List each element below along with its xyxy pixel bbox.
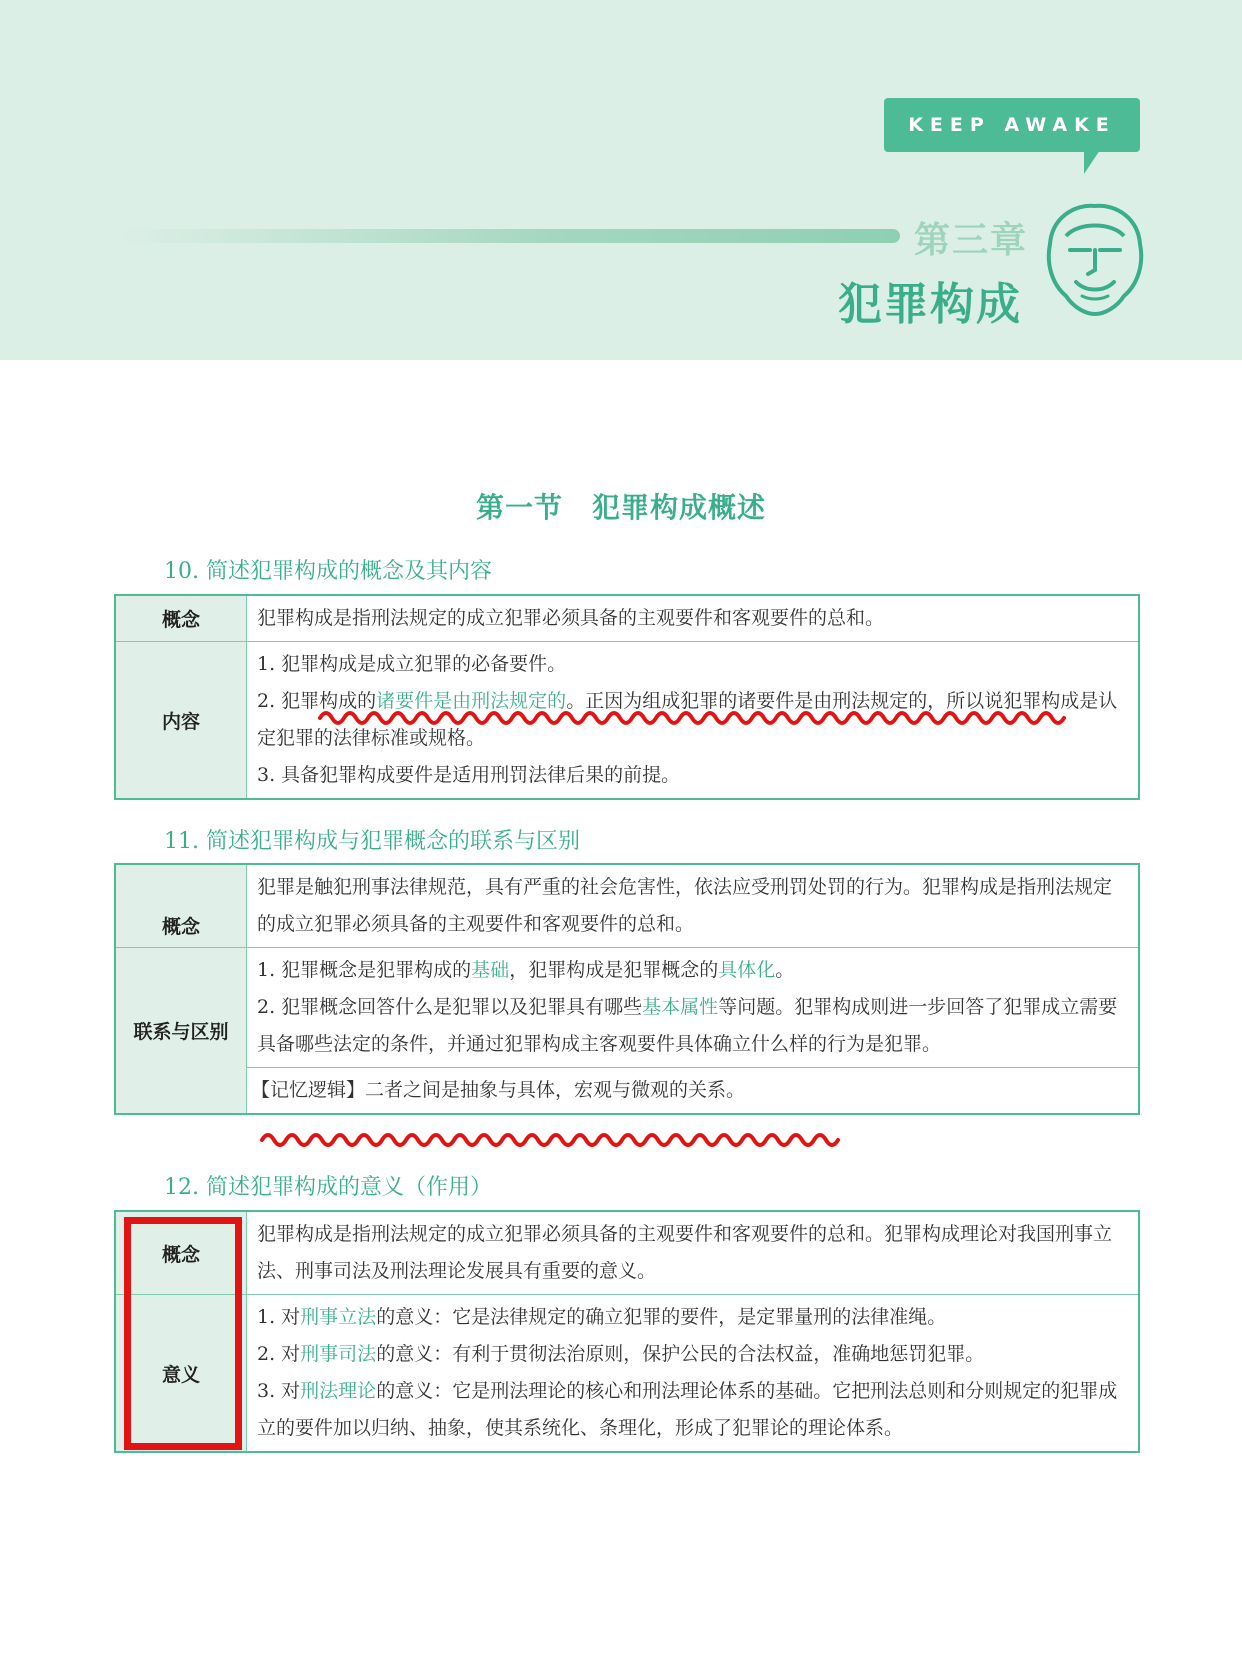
text-span: 1. 对 bbox=[257, 1306, 301, 1328]
highlight-text: 具体化 bbox=[718, 959, 776, 981]
text-span: 。正因为组成犯罪的诸要件是由刑法规定的，所以说犯罪构成是认定犯罪的法律标准或规格。 bbox=[257, 690, 1118, 749]
text-span: 等问题。犯罪构成则进一步回答了犯罪成立需要具备哪些法定的条件，并通过犯罪构成主客观要件具体确立什么样的行为是犯罪。 bbox=[257, 996, 1118, 1055]
wave-path bbox=[320, 713, 1064, 723]
concept-label: 概念 bbox=[115, 595, 247, 642]
text-span: 2. 对 bbox=[257, 1343, 301, 1365]
section-title: 第一节 犯罪构成概述 bbox=[475, 491, 766, 524]
question-11-title: 11. 简述犯罪构成与犯罪概念的联系与区别 bbox=[164, 829, 580, 854]
text-span: 。 bbox=[775, 959, 795, 981]
table-row bbox=[115, 595, 1139, 642]
highlight-text: 基础 bbox=[471, 959, 510, 981]
text-span: 2. 犯罪概念回答什么是犯罪以及犯罪具有哪些 bbox=[257, 996, 643, 1018]
red-wavy-underline bbox=[320, 706, 1060, 730]
text-span: ，犯罪构成是犯罪概念的 bbox=[509, 959, 719, 981]
chapter-number: 第三章 bbox=[914, 219, 1029, 261]
text-span: 的意义：有利于贯彻法治原则，保护公民的合法权益，准确地惩罚犯罪。 bbox=[376, 1343, 985, 1365]
relation-list bbox=[247, 948, 1140, 1068]
thinker-face-icon bbox=[1042, 200, 1148, 320]
badge-tail bbox=[1084, 150, 1100, 174]
chapter-title: 犯罪构成 bbox=[838, 279, 1022, 330]
table-row bbox=[115, 1211, 1139, 1295]
list-item bbox=[257, 1336, 1128, 1373]
meaning-label: 意义 bbox=[115, 1295, 247, 1453]
table-row bbox=[115, 948, 1139, 1068]
keep-awake-badge: KEEP AWAKE bbox=[884, 98, 1140, 152]
list-item bbox=[257, 952, 1128, 989]
question-10-title: 10. 简述犯罪构成的概念及其内容 bbox=[164, 559, 492, 584]
content-label: 内容 bbox=[115, 642, 247, 800]
text-span: 2. 犯罪构成的 bbox=[257, 690, 377, 712]
question-10-table bbox=[114, 594, 1140, 800]
concept-label: 概念 bbox=[115, 1211, 247, 1295]
red-highlight-box bbox=[124, 1217, 242, 1450]
concept-text: 犯罪构成是指刑法规定的成立犯罪必须具备的主观要件和客观要件的总和。犯罪构成理论对我国刑事立法、刑事司法及刑法理论发展具有重要的意义。 bbox=[247, 1211, 1140, 1295]
concept-text: 犯罪构成是指刑法规定的成立犯罪必须具备的主观要件和客观要件的总和。 bbox=[247, 595, 1140, 642]
text-span: 的意义：它是法律规定的确立犯罪的要件，是定罪量刑的法律准绳。 bbox=[376, 1306, 947, 1328]
relation-label: 联系与区别 bbox=[115, 948, 247, 1115]
highlight-text: 刑事司法 bbox=[300, 1343, 377, 1365]
list-item bbox=[257, 989, 1128, 1063]
question-11-table bbox=[114, 863, 1140, 1115]
concept-text: 犯罪是触犯刑事法律规范，具有严重的社会危害性，依法应受刑罚处罚的行为。犯罪构成是指刑法规定的成立犯罪必须具备的主观要件和客观要件的总和。 bbox=[247, 864, 1140, 948]
highlight-text: 诸要件是由刑法规定的 bbox=[376, 690, 567, 712]
red-wavy-underline bbox=[262, 1128, 832, 1152]
highlight-text: 基本属性 bbox=[642, 996, 719, 1018]
highlight-text: 刑事立法 bbox=[300, 1306, 377, 1328]
wave-path bbox=[262, 1135, 838, 1145]
question-12-table bbox=[114, 1210, 1140, 1453]
list-item bbox=[257, 1299, 1128, 1336]
table-row bbox=[115, 864, 1139, 948]
table-row bbox=[115, 1068, 1139, 1115]
list-item: 1. 犯罪构成是成立犯罪的必备要件。 bbox=[257, 653, 567, 675]
memory-logic: 【记忆逻辑】二者之间是抽象与具体，宏观与微观的关系。 bbox=[247, 1068, 1140, 1115]
list-item: 3. 具备犯罪构成要件是适用刑罚法律后果的前提。 bbox=[257, 764, 681, 786]
concept-label: 概念 bbox=[115, 864, 247, 948]
table-row bbox=[115, 1295, 1139, 1453]
highlight-text: 刑法理论 bbox=[300, 1380, 377, 1402]
text-span: 的意义：它是刑法理论的核心和刑法理论体系的基础。它把刑法总则和分则规定的犯罪成立的要件加以归纳、抽象，使其系统化、条理化，形成了犯罪论的理论体系。 bbox=[257, 1380, 1118, 1439]
decorative-bar bbox=[120, 229, 900, 243]
text-span: 1. 犯罪概念是犯罪构成的 bbox=[257, 959, 472, 981]
question-12-title: 12. 简述犯罪构成的意义（作用） bbox=[164, 1175, 492, 1200]
list-item bbox=[257, 1373, 1128, 1447]
meaning-list bbox=[247, 1295, 1140, 1453]
text-span: 3. 对 bbox=[257, 1380, 301, 1402]
